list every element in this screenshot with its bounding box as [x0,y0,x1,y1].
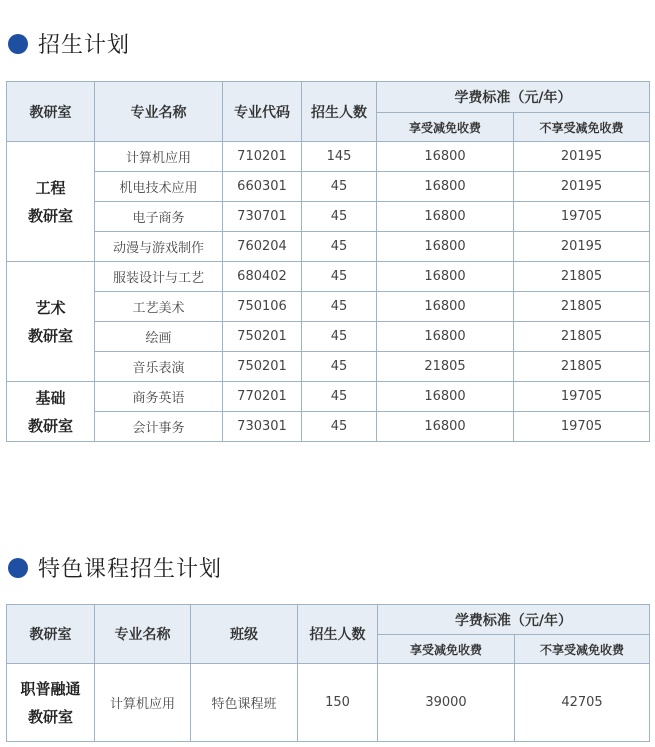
fee-no-discount-cell: 19705 [514,382,650,412]
table-row [7,292,650,322]
count-cell: 45 [302,172,377,202]
fee-discount-cell: 16800 [377,142,514,172]
header-count: 招生人数 [298,605,378,664]
header-fee-no-discount: 不享受减免收费 [514,113,650,142]
count-cell: 45 [302,412,377,442]
fee-no-discount-cell: 21805 [514,262,650,292]
section-title-text: 特色课程招生计划 [38,557,223,582]
fee-discount-cell: 16800 [377,292,514,322]
major-cell: 服装设计与工艺 [95,262,223,292]
section-title-special [8,552,222,583]
fee-discount-cell: 16800 [377,412,514,442]
count-cell: 45 [302,202,377,232]
count-cell: 45 [302,262,377,292]
dept-cell [7,382,95,442]
table-row [7,664,650,742]
major-cell: 计算机应用 [95,142,223,172]
major-cell: 音乐表演 [95,352,223,382]
dept-name-line2: 教研室 [27,707,73,726]
header-fee: 学费标准（元/年） [378,605,650,635]
code-cell: 710201 [223,142,302,172]
fee-no-discount-cell: 19705 [514,202,650,232]
dept-name-line1: 工程 [35,178,66,197]
code-cell: 750106 [223,292,302,322]
code-cell: 760204 [223,232,302,262]
major-cell: 商务英语 [95,382,223,412]
dept-name-line2: 教研室 [27,206,73,225]
admissions-table [6,81,650,442]
fee-no-discount-cell: 21805 [514,292,650,322]
fee-discount-cell: 16800 [377,382,514,412]
major-cell: 工艺美术 [95,292,223,322]
major-cell: 计算机应用 [95,664,191,742]
code-cell: 770201 [223,382,302,412]
fee-discount-cell: 16800 [377,322,514,352]
table-row [7,412,650,442]
dept-name-line1: 艺术 [35,298,66,317]
fee-discount-cell: 16800 [377,262,514,292]
dept-name-line2: 教研室 [27,416,73,435]
header-count: 招生人数 [302,82,377,142]
count-cell: 45 [302,232,377,262]
bullet-dot-icon [8,558,28,578]
dept-name-line1: 职普融通 [20,679,81,698]
dept-cell [7,262,95,382]
fee-no-discount-cell: 19705 [514,412,650,442]
header-dept: 教研室 [7,82,95,142]
code-cell: 730301 [223,412,302,442]
fee-no-discount-cell: 20195 [514,142,650,172]
table-row [7,232,650,262]
header-major: 专业名称 [95,605,191,664]
major-cell: 动漫与游戏制作 [95,232,223,262]
count-cell: 45 [302,292,377,322]
count-cell: 150 [298,664,378,742]
table-row [7,352,650,382]
table-row [7,382,650,412]
table-row [7,322,650,352]
code-cell: 750201 [223,322,302,352]
major-cell: 绘画 [95,322,223,352]
dept-cell [7,664,95,742]
count-cell: 145 [302,142,377,172]
count-cell: 45 [302,322,377,352]
header-class: 班级 [191,605,298,664]
code-cell: 660301 [223,172,302,202]
fee-discount-cell: 16800 [377,232,514,262]
bullet-dot-icon [8,34,28,54]
header-fee: 学费标准（元/年） [377,82,650,113]
fee-no-discount-cell: 21805 [514,352,650,382]
header-fee-no-discount: 不享受减免收费 [515,635,650,664]
major-cell: 机电技术应用 [95,172,223,202]
header-major: 专业名称 [95,82,223,142]
fee-no-discount-cell: 20195 [514,172,650,202]
header-fee-discount: 享受减免收费 [378,635,515,664]
dept-name-line2: 教研室 [27,326,73,345]
fee-discount-cell: 16800 [377,202,514,232]
header-code: 专业代码 [223,82,302,142]
special-courses-table [6,604,650,742]
count-cell: 45 [302,352,377,382]
table-row [7,172,650,202]
section-title-admissions [8,28,130,59]
fee-discount-cell: 39000 [378,664,515,742]
section-title-text: 招生计划 [38,33,131,58]
dept-name-line1: 基础 [35,388,66,407]
major-cell: 电子商务 [95,202,223,232]
fee-discount-cell: 16800 [377,172,514,202]
major-cell: 会计事务 [95,412,223,442]
count-cell: 45 [302,382,377,412]
table-row [7,142,650,172]
header-fee-discount: 享受减免收费 [377,113,514,142]
code-cell: 730701 [223,202,302,232]
fee-no-discount-cell: 21805 [514,322,650,352]
table-row [7,262,650,292]
fee-no-discount-cell: 20195 [514,232,650,262]
class-cell: 特色课程班 [191,664,298,742]
dept-cell [7,142,95,262]
header-dept: 教研室 [7,605,95,664]
code-cell: 680402 [223,262,302,292]
fee-discount-cell: 21805 [377,352,514,382]
table-row [7,202,650,232]
fee-no-discount-cell: 42705 [515,664,650,742]
code-cell: 750201 [223,352,302,382]
